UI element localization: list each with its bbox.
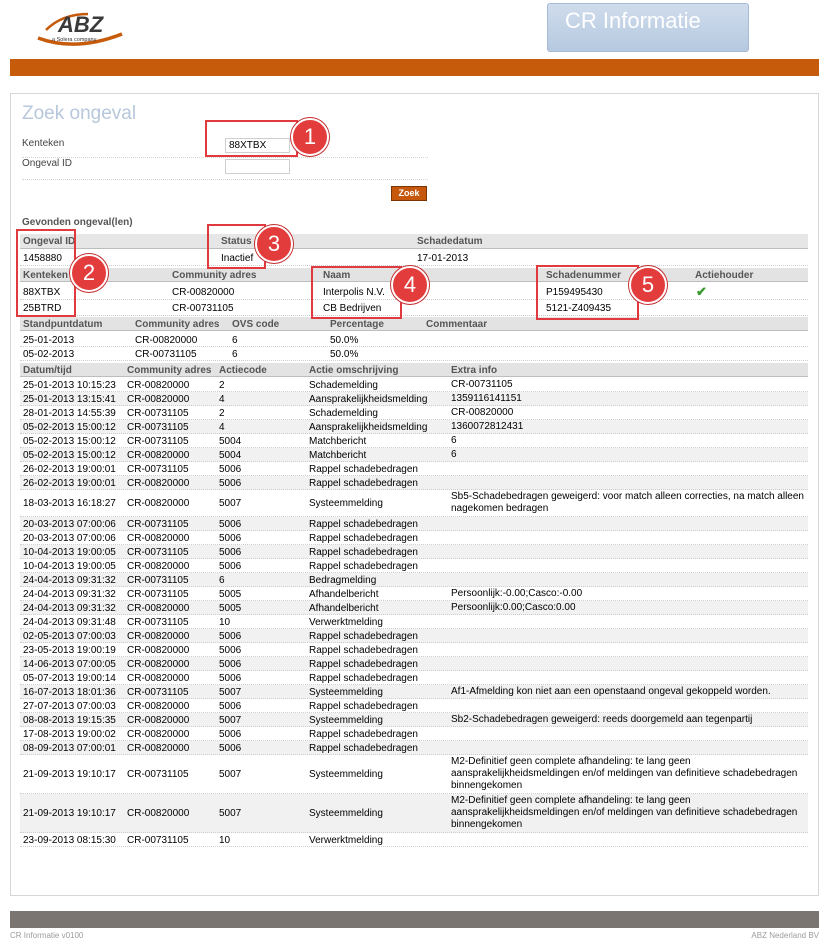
ongeval-id-label: Ongeval ID [22,158,73,169]
actiecode-value: 5006 [219,673,242,684]
actiecode-value: 5006 [219,547,242,558]
abz-logo [36,8,128,48]
extra-info-value: Af1-Afmelding kon niet aan een openstaand ongeval gekoppeld worden. [451,686,771,697]
actie-omschrijving-value: Rappel schadebedragen [309,701,418,712]
community-adres-value: CR-00820000 [127,715,190,726]
actiecode-value: 5007 [219,769,242,780]
datum-tijd-value: 14-06-2013 07:00:05 [23,659,116,670]
community-adres-value: CR-00820000 [127,498,190,509]
actiecode-value: 5006 [219,478,242,489]
actiecode-value: 5006 [219,701,242,712]
event-row[interactable] [20,713,808,727]
datum-tijd-value: 24-04-2013 09:31:32 [23,575,116,586]
standpunt-row[interactable] [20,347,808,361]
extra-info-value: M2-Definitief geen complete afhandeling: te lang geen aansprakelijkheidsmeldingen en/of meldingen van definitieve schadebedragen binnengekomen [451,795,798,830]
extra-info-value: Persoonlijk:-0.00;Casco:-0.00 [451,588,583,599]
actiecode-value: 4 [219,422,225,433]
datum-tijd-value: 21-09-2013 19:10:17 [23,808,116,819]
event-row[interactable] [20,727,808,741]
col-schadenummer: Schadenummer [546,270,622,281]
col-actiehouder: Actiehouder [695,270,754,281]
community-adres-value: CR-00820000 [172,287,235,298]
community-adres-value: CR-00731105 [127,464,189,475]
schadedatum-value: 17-01-2013 [417,253,469,264]
col-community-adres: Community adres [135,319,220,330]
event-row[interactable] [20,794,808,833]
community-adres-value: CR-00731105 [127,519,189,530]
actiecode-value: 5006 [219,743,242,754]
ovs-code-value: 6 [232,335,238,346]
extra-info-value: 6 [451,449,457,460]
actiecode-value: 4 [219,394,225,405]
actie-omschrijving-value: Rappel schadebedragen [309,645,418,656]
datum-tijd-value: 17-08-2013 19:00:02 [23,729,116,740]
found-header-row [20,234,808,249]
actiecode-value: 5006 [219,464,242,475]
annotation-badge-3: 3 [255,225,293,263]
standpuntdatum-value: 05-02-2013 [23,349,75,360]
actiecode-value: 5005 [219,589,242,600]
community-adres-value: CR-00820000 [127,631,190,642]
event-row[interactable] [20,657,808,671]
logo-text: ABZ [58,12,104,37]
annotation-badge-2: 2 [70,254,108,292]
actiecode-value: 5004 [219,436,242,447]
event-row[interactable] [20,643,808,657]
extra-info-value: 1359116141151 [451,393,522,404]
datum-tijd-value: 05-02-2013 15:00:12 [23,422,116,433]
extra-info-value: Sb2-Schadebedragen geweigerd: reeds doorgemeld aan tegenpartij [451,714,753,725]
actie-omschrijving-value: Schademelding [309,408,378,419]
col-naam: Naam [323,270,351,281]
event-row[interactable] [20,671,808,685]
event-row[interactable] [20,420,808,434]
actie-omschrijving-value: Verwerktmelding [309,617,383,628]
actiecode-value: 5007 [219,498,242,509]
datum-tijd-value: 27-07-2013 07:00:03 [23,701,116,712]
datum-tijd-value: 24-04-2013 09:31:48 [23,617,116,628]
actie-omschrijving-value: Rappel schadebedragen [309,533,418,544]
community-adres-value: CR-00731105 [127,547,189,558]
event-row[interactable] [20,833,808,847]
ongeval-id-value: 1458880 [23,253,62,264]
col-schadedatum: Schadedatum [417,236,483,247]
actiecode-value: 5005 [219,603,242,614]
community-adres-value: CR-00820000 [127,729,190,740]
extra-info-value: 6 [451,435,457,446]
actiecode-value: 10 [219,835,231,846]
naam-value: Interpolis N.V. [323,287,385,298]
col-extra-info: Extra info [451,365,498,376]
standpunt-row[interactable] [20,333,808,347]
col-percentage: Percentage [330,319,384,330]
community-adres-value: CR-00820000 [127,645,190,656]
actiecode-value: 10 [219,617,231,628]
event-row[interactable] [20,559,808,573]
datum-tijd-value: 20-03-2013 07:00:06 [23,533,116,544]
actie-omschrijving-value: Matchbericht [309,450,367,461]
actie-omschrijving-value: Systeemmelding [309,687,383,698]
actie-omschrijving-value: Rappel schadebedragen [309,478,418,489]
community-adres-value: CR-00820000 [127,659,190,670]
datum-tijd-value: 02-05-2013 07:00:03 [23,631,116,642]
actiecode-value: 2 [219,408,225,419]
annotation-badge-1: 1 [291,118,329,156]
col-status: Status [221,236,252,247]
datum-tijd-value: 24-04-2013 09:31:32 [23,603,116,614]
community-adres-value: CR-00820000 [127,394,190,405]
actie-omschrijving-value: Systeemmelding [309,498,383,509]
actie-omschrijving-value: Afhandelbericht [309,589,379,600]
event-row[interactable] [20,448,808,462]
ongeval-id-input[interactable] [225,159,290,174]
form-divider [22,179,428,180]
datum-tijd-value: 05-02-2013 15:00:12 [23,450,116,461]
header-bar [10,59,819,76]
status-value: Inactief [221,253,254,264]
actie-omschrijving-value: Aansprakelijkheidsmelding [309,394,428,405]
actiecode-value: 6 [219,575,225,586]
community-adres-value: CR-00731105 [127,617,189,628]
community-adres-value: CR-00731105 [127,589,189,600]
datum-tijd-value: 05-07-2013 19:00:14 [23,673,116,684]
footer-version: CR Informatie v0100 [10,931,84,940]
actiecode-value: 5006 [219,645,242,656]
actie-omschrijving-value: Matchbericht [309,436,367,447]
actie-omschrijving-value: Rappel schadebedragen [309,464,418,475]
col-datum-tijd: Datum/tijd [23,365,72,376]
extra-info-value: CR-00820000 [451,407,514,418]
event-row[interactable] [20,517,808,531]
annotation-box-2 [16,229,76,317]
actie-omschrijving-value: Schademelding [309,380,378,391]
actiecode-value: 5006 [219,729,242,740]
col-kenteken: Kenteken [23,270,69,281]
event-row[interactable] [20,741,808,755]
actie-omschrijving-value: Rappel schadebedragen [309,547,418,558]
actie-omschrijving-value: Afhandelbericht [309,603,379,614]
datum-tijd-value: 08-09-2013 07:00:01 [23,743,116,754]
app-banner [547,3,749,52]
footer-bar [10,911,819,928]
community-adres-value: CR-00820000 [135,335,198,346]
datum-tijd-value: 26-02-2013 19:00:01 [23,464,116,475]
annotation-box-4 [311,266,402,319]
datum-tijd-value: 10-04-2013 19:00:05 [23,561,116,572]
community-adres-value: CR-00820000 [127,808,190,819]
community-adres-value: CR-00731105 [127,687,189,698]
datum-tijd-value: 10-04-2013 19:00:05 [23,547,116,558]
event-row[interactable] [20,462,808,476]
event-row[interactable] [20,434,808,448]
events-header-row [20,363,808,377]
annotation-box-5 [536,265,639,320]
datum-tijd-value: 20-03-2013 07:00:06 [23,519,116,530]
community-adres-value: CR-00820000 [127,603,190,614]
extra-info-value: 1360072812431 [451,421,524,432]
percentage-value: 50.0% [330,349,359,360]
footer-company: ABZ Nederland BV [751,931,819,940]
community-adres-value: CR-00731105 [127,422,189,433]
found-row[interactable] [20,250,808,266]
percentage-value: 50.0% [330,335,359,346]
actie-omschrijving-value: Rappel schadebedragen [309,561,418,572]
col-actiecode: Actiecode [219,365,267,376]
datum-tijd-value: 25-01-2013 13:15:41 [23,394,116,405]
datum-tijd-value: 23-09-2013 08:15:30 [23,835,116,846]
annotation-badge-4: 4 [391,266,429,304]
event-row[interactable] [20,545,808,559]
actie-omschrijving-value: Bedragmelding [309,575,377,586]
page-title: Zoek ongeval [22,103,137,124]
kenteken-value: 25BTRD [23,303,62,314]
community-adres-value: CR-00820000 [127,380,190,391]
datum-tijd-value: 18-03-2013 16:18:27 [23,498,116,509]
event-row[interactable] [20,573,808,587]
event-row[interactable] [20,601,808,615]
form-divider [22,157,428,158]
community-adres-value: CR-00731105 [135,349,197,360]
logo-subtext: a Solera company [52,37,97,43]
standpuntdatum-value: 25-01-2013 [23,335,75,346]
actie-omschrijving-value: Rappel schadebedragen [309,659,418,670]
col-standpuntdatum: Standpuntdatum [23,319,103,330]
col-ovs-code: OVS code [232,319,280,330]
actie-omschrijving-value: Rappel schadebedragen [309,519,418,530]
event-row[interactable] [20,378,808,392]
event-row[interactable] [20,587,808,601]
actie-omschrijving-value: Systeemmelding [309,808,383,819]
actie-omschrijving-value: Systeemmelding [309,769,383,780]
schadenummer-value: P159495430 [546,287,603,298]
datum-tijd-value: 28-01-2013 14:55:39 [23,408,116,419]
datum-tijd-value: 16-07-2013 18:01:36 [23,687,116,698]
naam-value: CB Bedrijven [323,303,382,314]
datum-tijd-value: 23-05-2013 19:00:19 [23,645,116,656]
datum-tijd-value: 08-08-2013 19:15:35 [23,715,116,726]
community-adres-value: CR-00820000 [127,701,190,712]
actie-omschrijving-value: Systeemmelding [309,715,383,726]
datum-tijd-value: 05-02-2013 15:00:12 [23,436,116,447]
community-adres-value: CR-00731105 [127,769,189,780]
event-row[interactable] [20,490,808,517]
zoek-button[interactable]: Zoek [391,186,427,201]
event-row[interactable] [20,755,808,794]
col-actie-omschrijving: Actie omschrijving [309,365,399,376]
community-adres-value: CR-00820000 [127,743,190,754]
kenteken-label: Kenteken [22,138,65,149]
actiecode-value: 5006 [219,561,242,572]
event-row[interactable] [20,476,808,490]
actiecode-value: 5006 [219,519,242,530]
actie-omschrijving-value: Rappel schadebedragen [309,673,418,684]
extra-info-value: M2-Definitief geen complete afhandeling: te lang geen aansprakelijkheidsmeldingen en/of meldingen van definitieve schadebedragen binnengekomen [451,756,798,791]
actiecode-value: 5006 [219,533,242,544]
datum-tijd-value: 26-02-2013 19:00:01 [23,478,116,489]
actiecode-value: 5004 [219,450,242,461]
actiecode-value: 5006 [219,631,242,642]
event-row[interactable] [20,392,808,406]
community-adres-value: CR-00820000 [127,673,190,684]
event-row[interactable] [20,531,808,545]
community-adres-value: CR-00731105 [127,835,189,846]
col-ongeval-id: Ongeval ID [23,236,76,247]
col-community-adres: Community adres [127,365,212,376]
actiecode-value: 5007 [219,687,242,698]
community-adres-value: CR-00731105 [127,436,189,447]
actie-omschrijving-value: Rappel schadebedragen [309,631,418,642]
datum-tijd-value: 24-04-2013 09:31:32 [23,589,116,600]
event-row[interactable] [20,615,808,629]
check-icon: ✔ [696,284,707,299]
actiecode-value: 5007 [219,715,242,726]
section-label-found: Gevonden ongeval(len) [22,217,133,228]
actiecode-value: 5006 [219,659,242,670]
datum-tijd-value: 21-09-2013 19:10:17 [23,769,116,780]
standpunt-header-row [20,317,808,331]
extra-info-value: CR-00731105 [451,379,513,390]
col-community-adres: Community adres [172,270,257,281]
ovs-code-value: 6 [232,349,238,360]
community-adres-value: CR-00731105 [172,303,234,314]
event-row[interactable] [20,406,808,420]
datum-tijd-value: 25-01-2013 10:15:23 [23,380,116,391]
actie-omschrijving-value: Aansprakelijkheidsmelding [309,422,428,433]
schadenummer-value: 5121-Z409435 [546,303,612,314]
kenteken-value: 88XTBX [23,287,61,298]
actiecode-value: 2 [219,380,225,391]
actiecode-value: 5007 [219,808,242,819]
community-adres-value: CR-00731105 [127,575,189,586]
event-row[interactable] [20,629,808,643]
community-adres-value: CR-00820000 [127,478,190,489]
community-adres-value: CR-00820000 [127,450,190,461]
community-adres-value: CR-00820000 [127,533,190,544]
annotation-box-1 [205,120,298,157]
actie-omschrijving-value: Rappel schadebedragen [309,729,418,740]
event-row[interactable] [20,699,808,713]
community-adres-value: CR-00731105 [127,408,189,419]
community-adres-value: CR-00820000 [127,561,190,572]
app-title: CR Informatie [565,8,701,33]
annotation-badge-5: 5 [629,266,667,304]
actie-omschrijving-value: Rappel schadebedragen [309,743,418,754]
col-commentaar: Commentaar [426,319,488,330]
extra-info-value: Persoonlijk:0.00;Casco:0.00 [451,602,576,613]
actie-omschrijving-value: Verwerktmelding [309,835,383,846]
extra-info-value: Sb5-Schadebedragen geweigerd: voor match alleen correcties, na match alleen nagekomen bedragen [451,491,804,514]
event-row[interactable] [20,685,808,699]
